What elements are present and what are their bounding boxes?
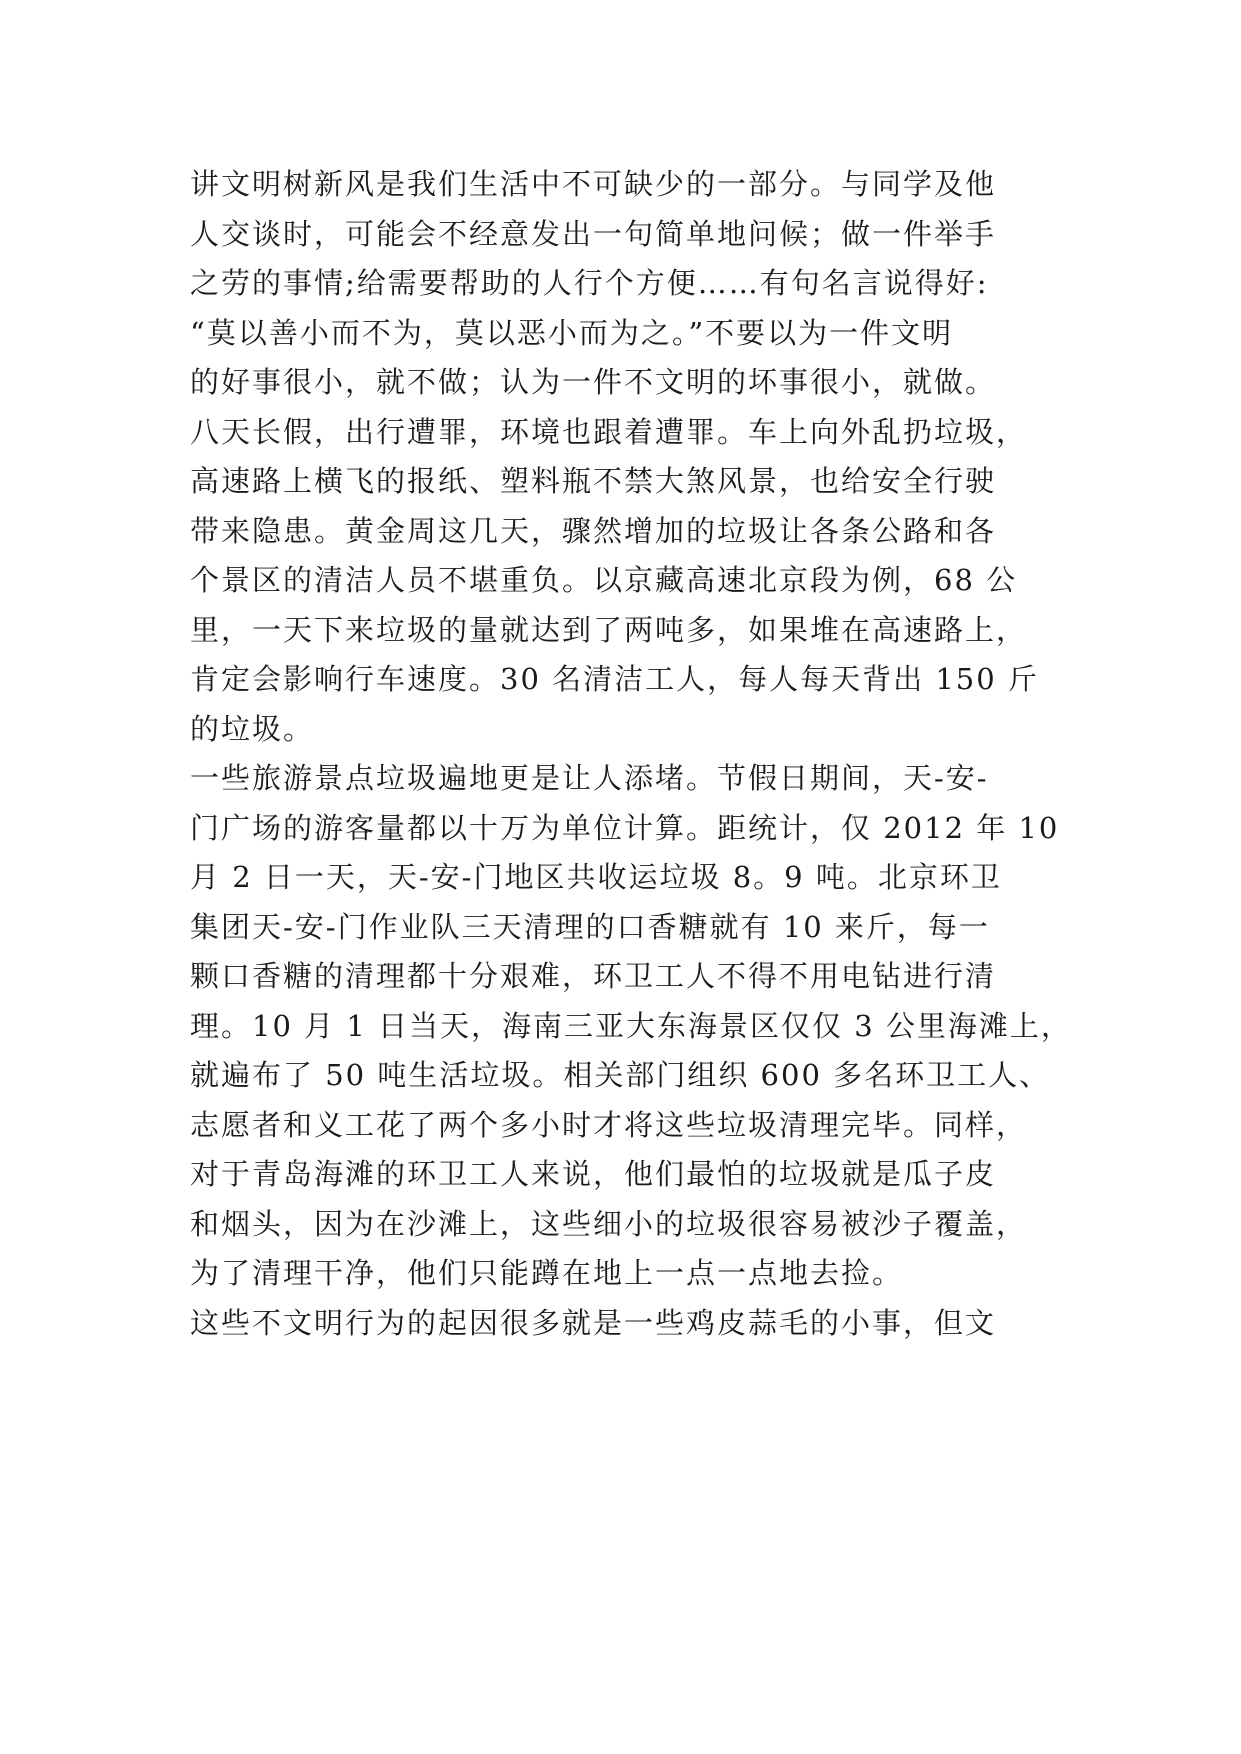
text-line: 的好事很小，就不做；认为一件不文明的坏事很小，就做。 [190, 365, 997, 399]
text-line: 之劳的事情;给需要帮助的人行个方便……有句名言说得好: [190, 266, 989, 300]
text-line: 高速路上横飞的报纸、塑料瓶不禁大煞风景，也给安全行驶 [190, 464, 997, 498]
text-line: 为了清理干净，他们只能蹲在地上一点一点地去捡。 [190, 1256, 904, 1290]
text-line: 人交谈时，可能会不经意发出一句简单地问候；做一件举手 [190, 216, 997, 251]
text-line: 志愿者和义工花了两个多小时才将这些垃圾清理完毕。同样， [190, 1107, 1028, 1142]
text-line: 对于青岛海滩的环卫工人来说，他们最怕的垃圾就是瓜子皮 [190, 1157, 997, 1191]
text-line: 个景区的清洁人员不堪重负。以京藏高速北京段为例，68 公 [190, 563, 1018, 597]
text-line: 集团天-安-门作业队三天清理的口香糖就有 10 来斤，每一 [190, 909, 990, 944]
text-line: 的垃圾。 [190, 711, 315, 746]
text-line: 门广场的游客量都以十万为单位计算。距统计，仅 2012 年 10 [190, 810, 1060, 845]
text-line: 一些旅游景点垃圾遍地更是让人添堵。节假日期间，天-安- [190, 761, 989, 795]
text-line: 这些不文明行为的起因很多就是一些鸡皮蒜毛的小事，但文 [190, 1305, 997, 1340]
text-line: 八天长假，出行遭罪，环境也跟着遭罪。车上向外乱扔垃圾， [190, 414, 1028, 449]
text-line: 月 2 日一天，天-安-门地区共收运垃圾 8。9 吨。北京环卫 [190, 860, 1002, 894]
text-line: 和烟头，因为在沙滩上，这些细小的垃圾很容易被沙子覆盖， [190, 1206, 1028, 1241]
text-line: “莫以善小而不为，莫以恶小而为之。”不要以为一件文明 [190, 315, 954, 350]
document-body [190, 160, 1070, 1348]
text-line: 讲文明树新风是我们生活中不可缺少的一部分。与同学及他 [190, 167, 997, 201]
text-line: 就遍布了 50 吨生活垃圾。相关部门组织 600 多名环卫工人、 [190, 1058, 1051, 1092]
text-line: 里，一天下来垃圾的量就达到了两吨多，如果堆在高速路上， [190, 612, 1028, 647]
text-line: 带来隐患。黄金周这几天，骤然增加的垃圾让各条公路和各 [190, 513, 997, 548]
text-line: 肯定会影响行车速度。30 名清洁工人，每人每天背出 150 斤 [190, 662, 1039, 696]
text-line: 理。10 月 1 日当天，海南三亚大东海景区仅仅 3 公里海滩上， [190, 1008, 1072, 1043]
text-line: 颗口香糖的清理都十分艰难，环卫工人不得不用电钻进行清 [190, 959, 997, 993]
